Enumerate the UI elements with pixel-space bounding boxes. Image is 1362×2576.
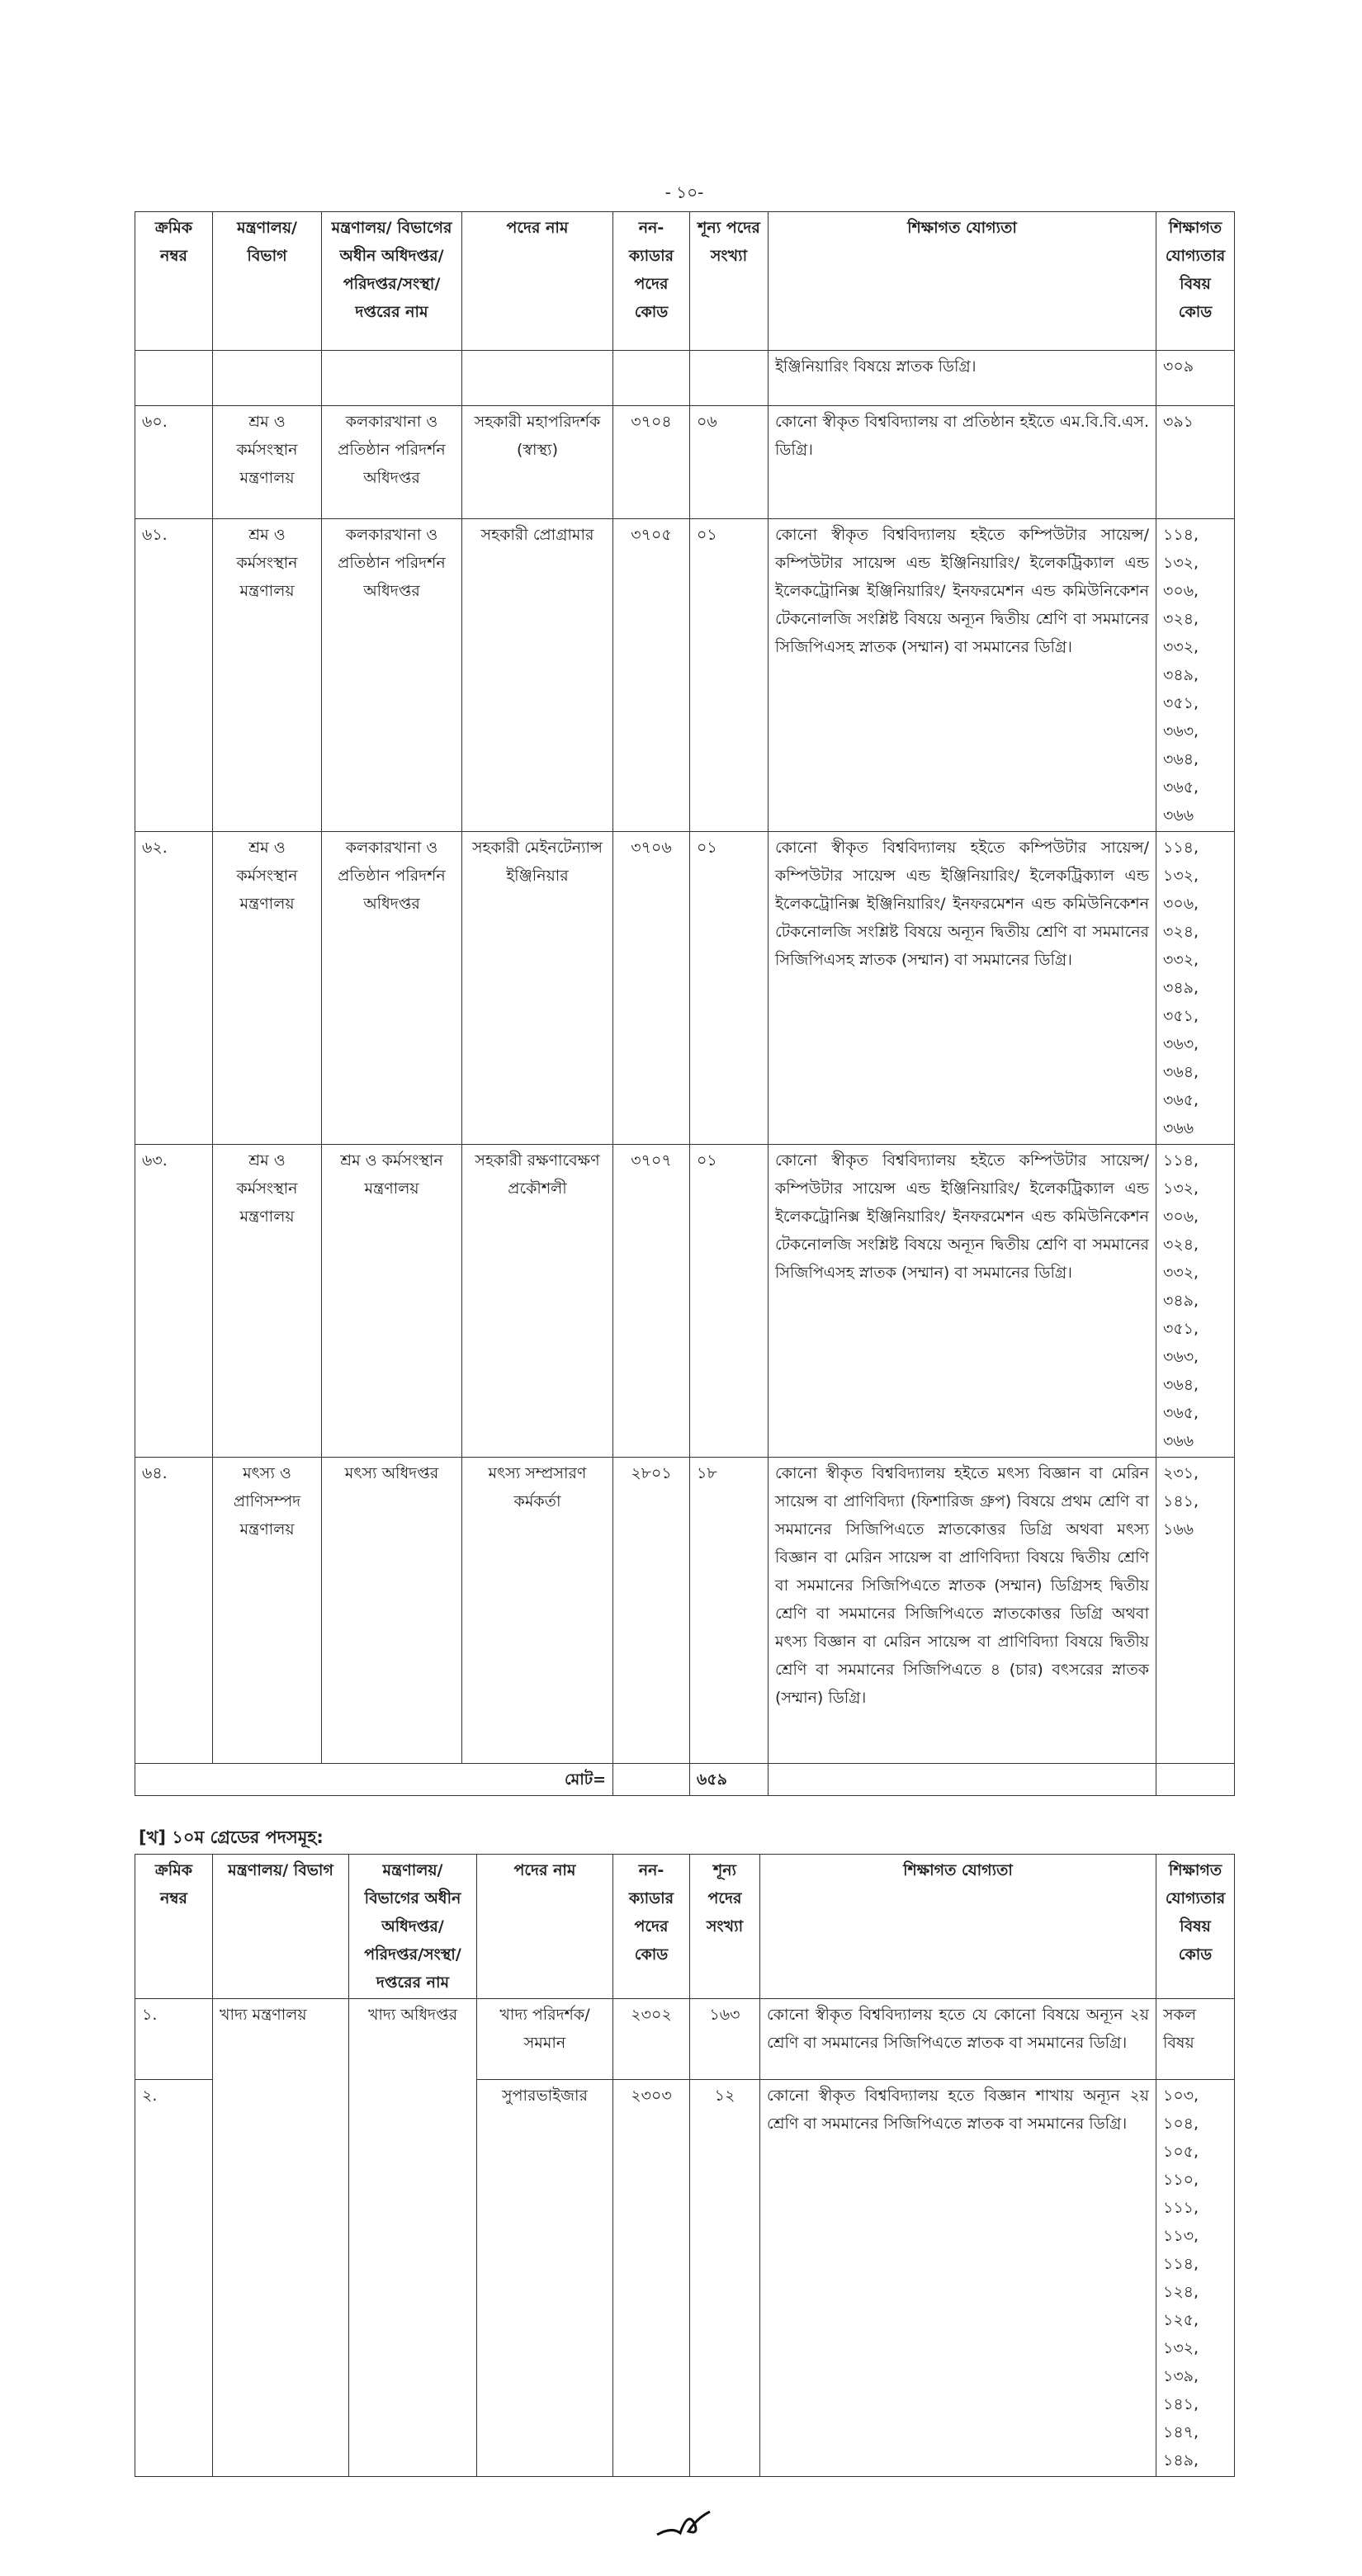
office-cell (322, 351, 462, 406)
vacancy-cell: ০১ (690, 519, 768, 832)
serial-cell: ৬২. (135, 832, 213, 1145)
serial-cell: ৬৪. (135, 1458, 213, 1764)
post-name-cell: সহকারী রক্ষণাবেক্ষণ প্রকৌশলী (462, 1145, 613, 1458)
column-header: নন-ক্যাডার পদের কোড (613, 1855, 690, 1999)
post-name-cell (462, 351, 613, 406)
total-label: মোট= (135, 1764, 613, 1796)
empty-cell (1156, 1764, 1235, 1796)
page-number: - ১০- (664, 182, 704, 202)
subject-codes-cell: ১১৪, ১৩২, ৩০৬, ৩২৪, ৩৩২, ৩৪৯, ৩৫১, ৩৬৩, ৩৬৪, ৩৬৫, ৩৬৬ (1156, 519, 1235, 832)
vacancy-cell: ০৬ (690, 406, 768, 519)
subject-codes-cell: ১১৪, ১৩২, ৩০৬, ৩২৪, ৩৩২, ৩৪৯, ৩৫১, ৩৬৩, ৩৬৪, ৩৬৫, ৩৬৬ (1156, 1145, 1235, 1458)
serial-cell: ১. (135, 1999, 213, 2080)
qualification-cell: কোনো স্বীকৃত বিশ্ববিদ্যালয় হইতে মৎস্য বিজ্ঞান বা মেরিন সায়েন্স বা প্রাণিবিদ্যা (ফিশারিজ গ্রুপ) বিষয়ে প্রথম শ্রেণি বা সমমানের সিজিপিএতে স্নাতকোত্তর ডিগ্রি অথবা মৎস্য বিজ্ঞান বা মেরিন সায়েন্স বা প্রাণিবিদ্যা বিষয়ে দ্বিতীয় শ্রেণি বা সমমানের সিজিপিএতে স্নাতক (সম্মান) ডিগ্রিসহ দ্বিতীয় শ্রেণি বা সমমানের সিজিপিএতে স্নাতকোত্তর ডিগ্রি অথবা মৎস্য বিজ্ঞান বা মেরিন সায়েন্স বা প্রাণিবিদ্যা বিষয়ে দ্বিতীয় শ্রেণি বা সমমানের সিজিপিএতে ৪ (চার) বৎসরের স্নাতক (সম্মান) ডিগ্রি। (768, 1458, 1156, 1764)
empty-cell (613, 1764, 690, 1796)
qualification-cell: কোনো স্বীকৃত বিশ্ববিদ্যালয় হতে বিজ্ঞান শাখায় অন্যূন ২য় শ্রেণি বা সমমানের সিজিপিএতে স্নাতক বা সমমানের ডিগ্রি। (760, 2080, 1156, 2477)
total-row (135, 1764, 1235, 1796)
subject-codes-cell: ১১৪, ১৩২, ৩০৬, ৩২৪, ৩৩২, ৩৪৯, ৩৫১, ৩৬৩, ৩৬৪, ৩৬৫, ৩৬৬ (1156, 832, 1235, 1145)
serial-cell: ৬০. (135, 406, 213, 519)
ministry-cell (213, 351, 322, 406)
column-header: মন্ত্রণালয়/ বিভাগ (213, 1855, 349, 1999)
office-cell: কলকারখানা ও প্রতিষ্ঠান পরিদর্শন অধিদপ্তর (322, 406, 462, 519)
serial-cell (135, 351, 213, 406)
vacancy-cell: ০১ (690, 832, 768, 1145)
posts-table-grade-9 (135, 211, 1235, 1796)
post-code-cell: ৩৭০৫ (613, 519, 690, 832)
column-header: নন-ক্যাডার পদের কোড (613, 212, 690, 351)
ministry-cell: শ্রম ও কর্মসংস্থান মন্ত্রণালয় (213, 832, 322, 1145)
serial-cell: ৬৩. (135, 1145, 213, 1458)
table-header (135, 212, 1235, 351)
table-row (135, 1145, 1235, 1458)
column-header: ক্রমিক নম্বর (135, 212, 213, 351)
subject-codes-cell: ১০৩, ১০৪, ১০৫, ১১০, ১১১, ১১৩, ১১৪, ১২৪, ১২৫, ১৩২, ১৩৯, ১৪১, ১৪৭, ১৪৯, (1156, 2080, 1235, 2477)
qualification-cell: কোনো স্বীকৃত বিশ্ববিদ্যালয় হইতে কম্পিউটার সায়েন্স/ কম্পিউটার সায়েন্স এন্ড ইঞ্জিনিয়ারিং/ ইলেকট্রিক্যাল এন্ড ইলেকট্রোনিক্স ইঞ্জিনিয়ারিং/ ইনফরমেশন এন্ড কমিউনিকেশন টেকনোলজি সংশ্লিষ্ট বিষয়ে অন্যূন দ্বিতীয় শ্রেণি বা সমমানের সিজিপিএসহ স্নাতক (সম্মান) বা সমমানের ডিগ্রি। (768, 832, 1156, 1145)
ministry-cell: শ্রম ও কর্মসংস্থান মন্ত্রণালয় (213, 1145, 322, 1458)
post-name-cell: সহকারী মেইনটেন্যান্স ইঞ্জিনিয়ার (462, 832, 613, 1145)
post-code-cell: ৩৭০৪ (613, 406, 690, 519)
column-header: শূন্য পদের সংখ্যা (690, 1855, 760, 1999)
office-cell: শ্রম ও কর্মসংস্থান মন্ত্রণালয় (322, 1145, 462, 1458)
table-row (135, 519, 1235, 832)
ministry-cell: খাদ্য মন্ত্রণালয় (213, 1999, 349, 2477)
table-row (135, 351, 1235, 406)
post-name-cell: সহকারী প্রোগ্রামার (462, 519, 613, 832)
post-code-cell: ২৩০২ (613, 1999, 690, 2080)
post-code-cell: ৩৭০৬ (613, 832, 690, 1145)
column-header: পদের নাম (462, 212, 613, 351)
post-code-cell: ২৮০১ (613, 1458, 690, 1764)
column-header: শিক্ষাগত যোগ্যতা (768, 212, 1156, 351)
post-name-cell: মৎস্য সম্প্রসারণ কর্মকর্তা (462, 1458, 613, 1764)
serial-cell: ২. (135, 2080, 213, 2477)
column-header: শূন্য পদের সংখ্যা (690, 212, 768, 351)
signature-mark (655, 2502, 713, 2543)
ministry-cell: মৎস্য ও প্রাণিসম্পদ মন্ত্রণালয় (213, 1458, 322, 1764)
subject-codes-cell: ৩৯১ (1156, 406, 1235, 519)
qualification-cell: ইঞ্জিনিয়ারিং বিষয়ে স্নাতক ডিগ্রি। (768, 351, 1156, 406)
column-header: মন্ত্রণালয়/ বিভাগের অধীন অধিদপ্তর/ পরিদপ্তর/সংস্থা/ দপ্তরের নাম (349, 1855, 477, 1999)
office-cell: কলকারখানা ও প্রতিষ্ঠান পরিদর্শন অধিদপ্তর (322, 519, 462, 832)
vacancy-cell: ১৮ (690, 1458, 768, 1764)
subject-codes-cell: ২৩১, ১৪১, ১৬৬ (1156, 1458, 1235, 1764)
qualification-cell: কোনো স্বীকৃত বিশ্ববিদ্যালয় হইতে কম্পিউটার সায়েন্স/ কম্পিউটার সায়েন্স এন্ড ইঞ্জিনিয়ারিং/ ইলেকট্রিক্যাল এন্ড ইলেকট্রোনিক্স ইঞ্জিনিয়ারিং/ ইনফরমেশন এন্ড কমিউনিকেশন টেকনোলজি সংশ্লিষ্ট বিষয়ে অন্যূন দ্বিতীয় শ্রেণি বা সমমানের সিজিপিএসহ স্নাতক (সম্মান) বা সমমানের ডিগ্রি। (768, 519, 1156, 832)
post-code-cell: ২৩০৩ (613, 2080, 690, 2477)
qualification-cell: কোনো স্বীকৃত বিশ্ববিদ্যালয় বা প্রতিষ্ঠান হইতে এম.বি.বি.এস. ডিগ্রি। (768, 406, 1156, 519)
table-row (135, 832, 1235, 1145)
table-header (135, 1855, 1235, 1999)
column-header: শিক্ষাগত যোগ্যতার বিষয় কোড (1156, 212, 1235, 351)
post-name-cell: সুপারভাইজার (477, 2080, 613, 2477)
table-row (135, 1999, 1235, 2080)
column-header: শিক্ষাগত যোগ্যতার বিষয় কোড (1156, 1855, 1235, 1999)
column-header: শিক্ষাগত যোগ্যতা (760, 1855, 1156, 1999)
empty-cell (768, 1764, 1156, 1796)
table-row (135, 1458, 1235, 1764)
office-cell: কলকারখানা ও প্রতিষ্ঠান পরিদর্শন অধিদপ্তর (322, 832, 462, 1145)
office-cell: খাদ্য অধিদপ্তর (349, 1999, 477, 2477)
column-header: মন্ত্রণালয়/ বিভাগের অধীন অধিদপ্তর/ পরিদপ্তর/সংস্থা/ দপ্তরের নাম (322, 212, 462, 351)
subject-codes-cell: সকল বিষয় (1156, 1999, 1235, 2080)
table-row (135, 406, 1235, 519)
post-code-cell: ৩৭০৭ (613, 1145, 690, 1458)
column-header: ক্রমিক নম্বর (135, 1855, 213, 1999)
subject-codes-cell: ৩০৯ (1156, 351, 1235, 406)
column-header: মন্ত্রণালয়/ বিভাগ (213, 212, 322, 351)
post-name-cell: খাদ্য পরিদর্শক/ সমমান (477, 1999, 613, 2080)
serial-cell: ৬১. (135, 519, 213, 832)
vacancy-cell: ১২ (690, 2080, 760, 2477)
post-code-cell (613, 351, 690, 406)
office-cell: মৎস্য অধিদপ্তর (322, 1458, 462, 1764)
vacancy-cell: ১৬৩ (690, 1999, 760, 2080)
qualification-cell: কোনো স্বীকৃত বিশ্ববিদ্যালয় হতে যে কোনো বিষয়ে অন্যূন ২য় শ্রেণি বা সমমানের সিজিপিএতে স্নাতক বা সমমানের ডিগ্রি। (760, 1999, 1156, 2080)
post-name-cell: সহকারী মহাপরিদর্শক (স্বাস্থ্য) (462, 406, 613, 519)
qualification-cell: কোনো স্বীকৃত বিশ্ববিদ্যালয় হইতে কম্পিউটার সায়েন্স/ কম্পিউটার সায়েন্স এন্ড ইঞ্জিনিয়ারিং/ ইলেকট্রিক্যাল এন্ড ইলেকট্রোনিক্স ইঞ্জিনিয়ারিং/ ইনফরমেশন এন্ড কমিউনিকেশন টেকনোলজি সংশ্লিষ্ট বিষয়ে অন্যূন দ্বিতীয় শ্রেণি বা সমমানের সিজিপিএসহ স্নাতক (সম্মান) বা সমমানের ডিগ্রি। (768, 1145, 1156, 1458)
column-header: পদের নাম (477, 1855, 613, 1999)
total-value: ৬৫৯ (690, 1764, 768, 1796)
ministry-cell: শ্রম ও কর্মসংস্থান মন্ত্রণালয় (213, 519, 322, 832)
ministry-cell: শ্রম ও কর্মসংস্থান মন্ত্রণালয় (213, 406, 322, 519)
posts-table-grade-10 (135, 1854, 1235, 2477)
section-title: [খ] ১০ম গ্রেডের পদসমূহ: (139, 1827, 324, 1847)
vacancy-cell: ০১ (690, 1145, 768, 1458)
vacancy-cell (690, 351, 768, 406)
